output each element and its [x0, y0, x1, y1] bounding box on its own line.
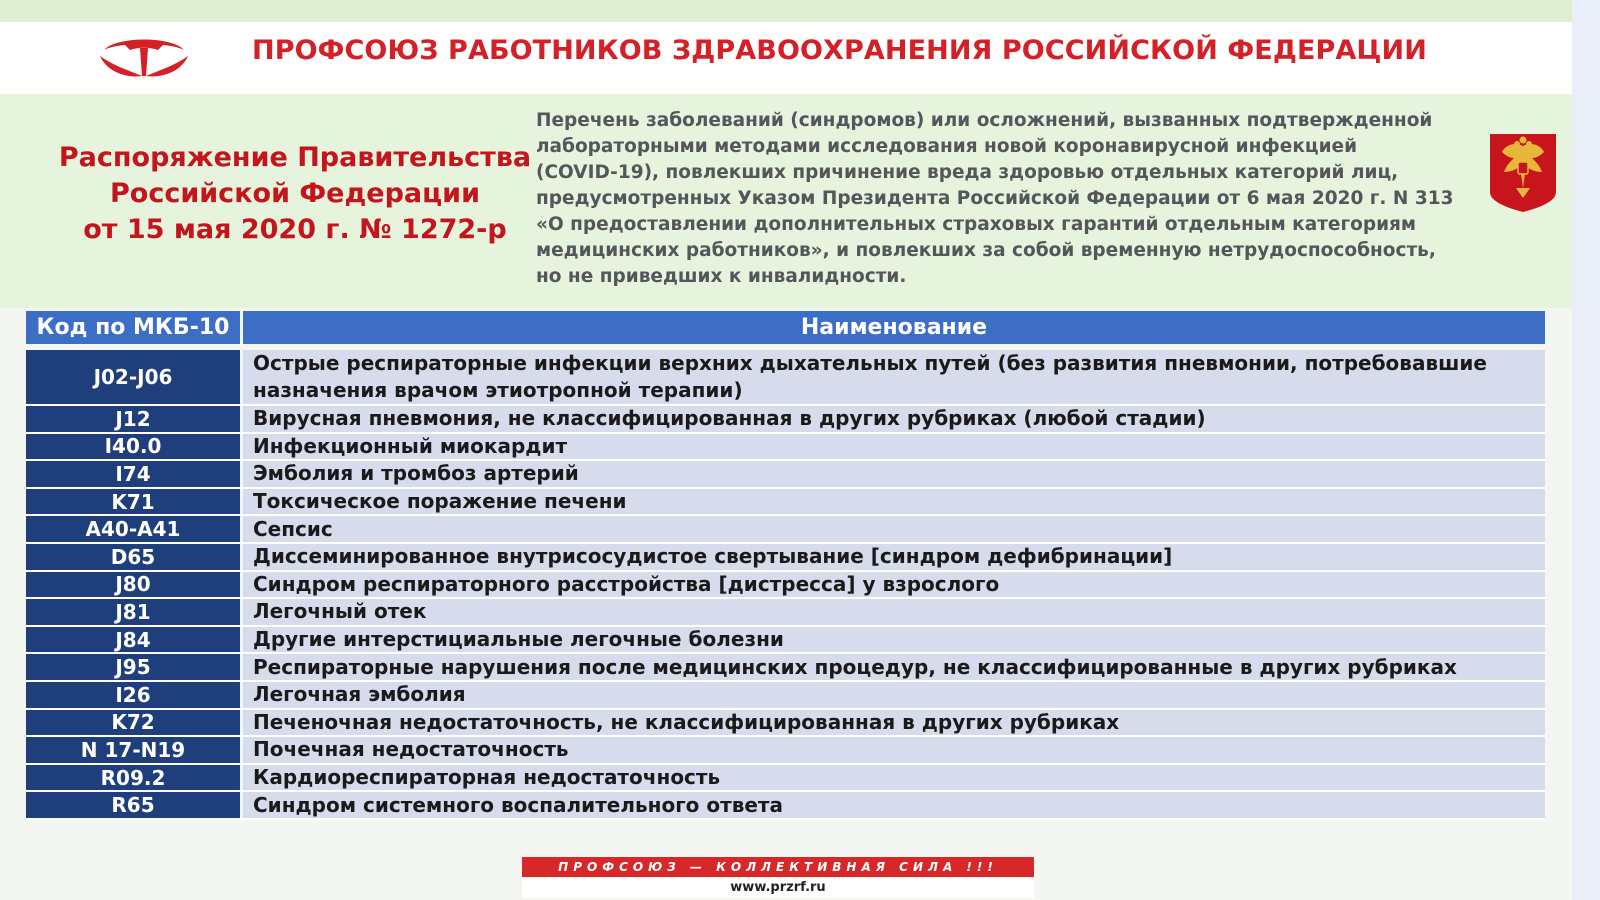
table-row	[26, 461, 1545, 489]
decree-line: Распоряжение Правительства	[58, 142, 532, 173]
cell-name: Другие интерстициальные легочные болезни	[243, 627, 1545, 653]
cell-code: A40-A41	[26, 516, 240, 542]
table-row	[26, 627, 1545, 655]
russian-coat-of-arms-icon	[1488, 132, 1558, 214]
cell-code: N 17-N19	[26, 737, 240, 763]
table-row	[26, 544, 1545, 572]
cell-name: Острые респираторные инфекции верхних дыхательных путей (без развития пневмонии, потребовавшие назначения врачом этиотропной терапии)	[243, 350, 1545, 404]
description-line: лабораторными методами исследования новой коронавирусной инфекцией	[536, 136, 1358, 157]
footer-site-link[interactable]: www.przrf.ru	[522, 878, 1034, 898]
cell-code: K72	[26, 710, 240, 736]
description-line: Перечень заболеваний (синдромов) или осложнений, вызванных подтвержденной	[536, 110, 1433, 131]
cell-code: I26	[26, 682, 240, 708]
description-line: (COVID-19), повлекших причинение вреда здоровью отдельных категорий лиц,	[536, 162, 1399, 183]
list-description	[536, 108, 1456, 290]
cell-name: Эмболия и тромбоз артерий	[243, 461, 1545, 487]
cell-name: Сепсис	[243, 516, 1545, 542]
table-row	[26, 434, 1545, 462]
table-row	[26, 682, 1545, 710]
table-row	[26, 765, 1545, 793]
table-row	[26, 489, 1545, 517]
table-row	[26, 350, 1545, 406]
union-logo-icon	[96, 30, 192, 82]
cell-code: J81	[26, 599, 240, 625]
cell-code: J84	[26, 627, 240, 653]
table-row	[26, 737, 1545, 765]
cell-name: Синдром респираторного расстройства [дистресса] у взрослого	[243, 572, 1545, 598]
description-line: медицинских работников», и повлекших за собой временную нетрудоспособность,	[536, 240, 1436, 261]
cell-name: Синдром системного воспалительного ответа	[243, 792, 1545, 818]
cell-code: I74	[26, 461, 240, 487]
union-title: ПРОФСОЮЗ РАБОТНИКОВ ЗДРАВООХРАНЕНИЯ РОССИЙСКОЙ ФЕДЕРАЦИИ	[252, 35, 1427, 66]
decree-line: от 15 мая 2020 г. № 1272-р	[83, 214, 507, 245]
table-row	[26, 654, 1545, 682]
header-code: Код по МКБ-10	[26, 311, 240, 344]
cell-name: Диссеминированное внутрисосудистое свертывание [синдром дефибринации]	[243, 544, 1545, 570]
table-row	[26, 599, 1545, 627]
cell-name: Респираторные нарушения после медицинских процедур, не классифицированные в других рубриках	[243, 654, 1545, 680]
table-row	[26, 572, 1545, 600]
cell-name: Вирусная пневмония, не классифицированная в других рубриках (любой стадии)	[243, 406, 1545, 432]
table-row	[26, 710, 1545, 738]
footer-slogan: ПРОФСОЮЗ — КОЛЛЕКТИВНАЯ СИЛА !!!	[522, 857, 1034, 877]
description-line: «О предоставлении дополнительных страховых гарантий отдельным категориям	[536, 214, 1417, 235]
cell-code: J02-J06	[26, 350, 240, 404]
cell-code: J12	[26, 406, 240, 432]
decree-line: Российской Федерации	[110, 178, 480, 209]
table-header	[26, 311, 1545, 344]
cell-name: Токсическое поражение печени	[243, 489, 1545, 515]
table-row	[26, 406, 1545, 434]
decree-title	[50, 140, 540, 248]
description-line: но не приведших к инвалидности.	[536, 266, 907, 287]
cell-name: Кардиореспираторная недостаточность	[243, 765, 1545, 791]
table-row	[26, 792, 1545, 820]
cell-name: Легочная эмболия	[243, 682, 1545, 708]
cell-name: Печеночная недостаточность, не классифицированная в других рубриках	[243, 710, 1545, 736]
top-decor-strip	[0, 0, 1572, 22]
description-line: предусмотренных Указом Президента Российской Федерации от 6 мая 2020 г. N 313	[536, 188, 1454, 209]
cell-code: R09.2	[26, 765, 240, 791]
table-body	[26, 350, 1545, 820]
cell-code: J95	[26, 654, 240, 680]
cell-name: Почечная недостаточность	[243, 737, 1545, 763]
cell-name: Инфекционный миокардит	[243, 434, 1545, 460]
cell-code: R65	[26, 792, 240, 818]
cell-code: K71	[26, 489, 240, 515]
table-row	[26, 516, 1545, 544]
header-name: Наименование	[243, 311, 1545, 344]
icd-table	[26, 311, 1545, 820]
right-decor-strip	[1572, 0, 1600, 900]
cell-name: Легочный отек	[243, 599, 1545, 625]
cell-code: J80	[26, 572, 240, 598]
cell-code: D65	[26, 544, 240, 570]
cell-code: I40.0	[26, 434, 240, 460]
